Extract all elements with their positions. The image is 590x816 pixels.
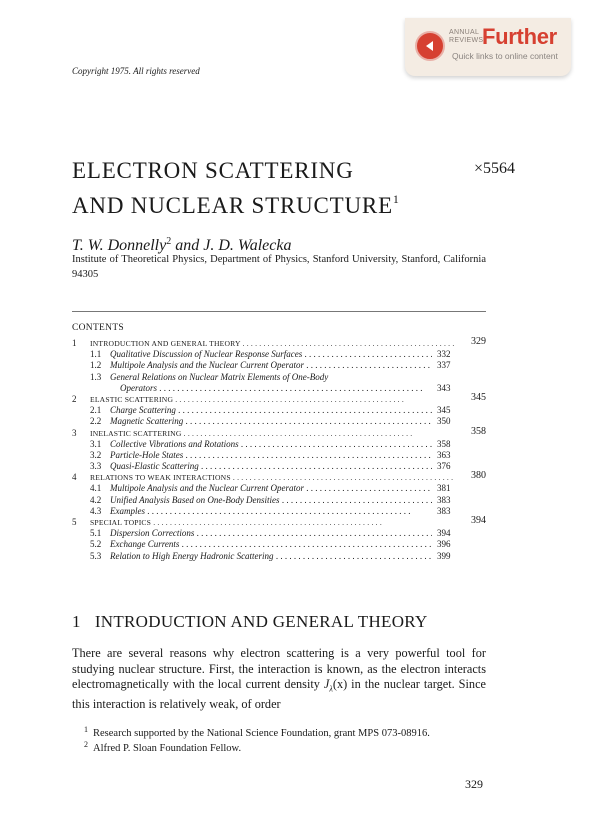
reference-code: ×5564 xyxy=(474,160,516,177)
toc-subsection-title: Particle-Hole States . . . xyxy=(110,450,432,461)
toc-subsection-row xyxy=(72,416,486,427)
toc-subsection-number: 1.2 xyxy=(90,360,102,371)
toc-subsection-leader xyxy=(72,551,432,562)
toc-section-row xyxy=(72,472,486,483)
contents-heading: CONTENTS xyxy=(72,323,125,333)
toc-subsection-number: 4.3 xyxy=(90,505,102,516)
toc-subsection-leader xyxy=(72,416,432,427)
toc-subsection-leader xyxy=(72,360,432,371)
author-1-footnote-mark: 2 xyxy=(166,236,172,247)
footnote-2 xyxy=(84,738,241,756)
toc-subsection-title: Unified Analysis Based on One-Body Densities . . . xyxy=(110,495,432,506)
toc-subsection-row xyxy=(72,528,486,539)
toc-subsection-title: General Relations on Nuclear Matrix Elements of One-Body xyxy=(110,371,329,382)
toc-subsection-title: Multipole Analysis and the Nuclear Current Operator . . . xyxy=(110,360,432,371)
toc-subsection-page: 381 xyxy=(437,483,451,494)
toc-subsection-page: 343 xyxy=(437,382,451,393)
toc-subsection-number: 3.1 xyxy=(90,438,102,449)
toc-section-page: 380 xyxy=(471,470,486,482)
footnote-1-text: Research supported by the National Science Foundation, grant MPS 073-08916. xyxy=(93,728,430,739)
toc-subsection-number: 5.2 xyxy=(90,539,102,550)
toc-subsection-title: Examples . . . xyxy=(110,506,411,517)
toc-section-row xyxy=(72,425,486,439)
toc-subsection-number: 3.3 xyxy=(90,461,102,472)
toc-subsection-page: 337 xyxy=(437,360,451,371)
title-footnote-mark: 1 xyxy=(392,192,400,206)
quick-links-label: Quick links to online content xyxy=(452,51,558,61)
toc-section-row xyxy=(72,391,486,405)
section-number: 1 xyxy=(72,612,81,631)
toc-subsection-number: 1.3 xyxy=(90,371,102,382)
toc-subsection-leader xyxy=(72,461,432,472)
toc-subsection-leader xyxy=(72,439,432,450)
toc-subsection-title: Qualitative Discussion of Nuclear Response Surfaces . . . xyxy=(110,349,432,360)
toc-subsection-row xyxy=(72,349,486,360)
toc-section-leader xyxy=(72,428,455,439)
header-divider xyxy=(72,311,486,312)
toc-subsection-row xyxy=(72,461,486,472)
toc-subsection-number: 4.2 xyxy=(90,494,102,505)
toc-section-number: 5 xyxy=(72,517,77,527)
toc-section-leader xyxy=(72,338,455,349)
affiliation: Institute of Theoretical Physics, Department of Physics, Stanford University, Stanford, California 94305 xyxy=(72,254,486,280)
toc-section-leader xyxy=(72,394,455,405)
further-badge[interactable] xyxy=(405,18,571,76)
toc-subsection-page: 345 xyxy=(437,405,451,416)
toc-subsection-leader xyxy=(72,483,432,494)
toc-subsection-title: Collective Vibrations and Rotations . . . xyxy=(110,439,432,450)
footnote-1-mark: 1 xyxy=(84,725,88,734)
title-line-2-text: AND NUCLEAR STRUCTURE xyxy=(72,193,393,218)
author-joiner: and xyxy=(171,237,204,254)
toc-subsection-leader xyxy=(72,528,432,539)
toc-subsection-title: Multipole Analysis and the Nuclear Current Operator . . . xyxy=(110,483,432,494)
toc-subsection-row xyxy=(72,405,486,416)
toc-subsection-row xyxy=(72,450,486,461)
toc-section-number: 1 xyxy=(72,338,77,348)
toc-subsection-title: Quasi-Elastic Scattering . . . xyxy=(110,461,432,472)
toc-subsection-page: 363 xyxy=(437,449,451,460)
author-1: T. W. Donnelly xyxy=(72,237,167,254)
toc-subsection-page: 396 xyxy=(437,539,451,550)
toc-subsection-leader xyxy=(72,349,432,360)
toc-section-number: 4 xyxy=(72,472,77,483)
title-line-1: ELECTRON SCATTERING xyxy=(72,158,354,183)
toc-subsection-number: 3.2 xyxy=(90,449,102,460)
math-sub-lambda: λ xyxy=(329,684,333,694)
toc-section-page: 358 xyxy=(471,425,486,437)
play-circle-icon xyxy=(415,31,445,61)
toc-subsection-number: 4.1 xyxy=(90,483,102,494)
toc-subsection-page: 350 xyxy=(437,416,451,427)
toc-section-title: RELATIONS TO WEAK INTERACTIONS . . . xyxy=(90,472,455,483)
toc-section-number: 3 xyxy=(72,427,77,438)
toc-subsection-leader xyxy=(72,495,432,506)
toc-section-number: 2 xyxy=(72,393,77,404)
toc-section-title: INELASTIC SCATTERING . . . xyxy=(90,428,412,439)
table-of-contents xyxy=(72,338,486,562)
toc-subsection-title: Magnetic Scattering . . . xyxy=(110,416,432,427)
toc-subsection-page: 399 xyxy=(437,550,451,561)
footnote-2-text: Alfred P. Sloan Foundation Fellow. xyxy=(93,743,242,754)
toc-subsection-title: Relation to High Energy Hadronic Scattering . . . xyxy=(110,551,432,562)
toc-section-row xyxy=(72,517,486,528)
further-label: Further xyxy=(482,24,557,49)
toc-subsection-leader xyxy=(72,372,432,383)
toc-section-page: 345 xyxy=(471,391,486,403)
section-heading xyxy=(72,612,428,632)
section-title: INTRODUCTION AND GENERAL THEORY xyxy=(94,612,428,631)
toc-subsection-page: 383 xyxy=(437,494,451,505)
toc-subsection-page: 383 xyxy=(437,505,451,516)
toc-subsection-continuation-row xyxy=(72,383,486,394)
toc-subsection-leader xyxy=(72,506,432,517)
page-number: 329 xyxy=(465,777,483,791)
toc-subsection-leader xyxy=(72,539,432,550)
toc-section-title: SPECIAL TOPICS . . . xyxy=(90,517,382,528)
annual-reviews-label: ANNUAL REVIEWS xyxy=(449,29,484,44)
toc-subsection-row xyxy=(72,539,486,550)
article-title xyxy=(72,156,400,220)
footnote-2-mark: 2 xyxy=(84,740,88,749)
toc-subsection-leader xyxy=(72,450,432,461)
toc-subsection-number: 2.1 xyxy=(90,405,102,416)
body-text-part-1: There are several reasons why electron scattering is a very powerful tool for studying nuclear structure. First, the interaction is known, as the electron interacts electromagnetically with the local current density xyxy=(72,646,486,692)
toc-subsection-number: 2.2 xyxy=(90,416,102,427)
title-line-2 xyxy=(72,185,400,220)
toc-subsection-row xyxy=(72,483,486,494)
toc-subsection-title: Dispersion Corrections . . . xyxy=(110,528,432,539)
toc-subsection-row xyxy=(72,439,486,450)
math-current-density xyxy=(323,677,333,694)
toc-subsection-page: 358 xyxy=(437,438,451,449)
toc-subsection-row xyxy=(72,551,486,562)
toc-section-page: 329 xyxy=(471,336,486,347)
toc-subsection-number: 5.3 xyxy=(90,550,102,561)
toc-subsection-number: 1.1 xyxy=(90,349,102,360)
math-J: J xyxy=(323,677,330,692)
toc-section-leader xyxy=(72,472,455,483)
toc-subsection-title: Charge Scattering . . . xyxy=(110,405,432,416)
toc-subsection-page: 394 xyxy=(437,528,451,539)
toc-subsection-page: 332 xyxy=(437,349,451,360)
toc-subsection-continuation-leader xyxy=(72,383,432,394)
toc-subsection-leader xyxy=(72,405,432,416)
toc-subsection-row xyxy=(72,495,486,506)
toc-section-page: 394 xyxy=(471,515,486,526)
body-paragraph xyxy=(72,646,486,713)
toc-subsection-row xyxy=(72,372,486,383)
body-text-part-2: in the nuclear target. Since this interaction is relatively weak, of order xyxy=(72,677,486,712)
toc-subsection-title-continuation: Operators . . . xyxy=(120,383,423,394)
toc-section-row xyxy=(72,338,486,349)
toc-subsection-row xyxy=(72,360,486,371)
toc-section-leader xyxy=(72,517,455,528)
toc-subsection-title: Exchange Currents . . . xyxy=(110,539,432,550)
toc-subsection-row xyxy=(72,506,486,517)
toc-section-title: ELASTIC SCATTERING . . . xyxy=(90,394,404,405)
toc-subsection-page: 376 xyxy=(437,461,451,472)
math-arg: (x) xyxy=(332,677,348,692)
copyright-notice: Copyright 1975. All rights reserved xyxy=(72,66,200,76)
toc-section-title: INTRODUCTION AND GENERAL THEORY . . . xyxy=(90,338,455,349)
toc-subsection-number: 5.1 xyxy=(90,528,102,539)
author-2: J. D. Walecka xyxy=(203,237,292,254)
